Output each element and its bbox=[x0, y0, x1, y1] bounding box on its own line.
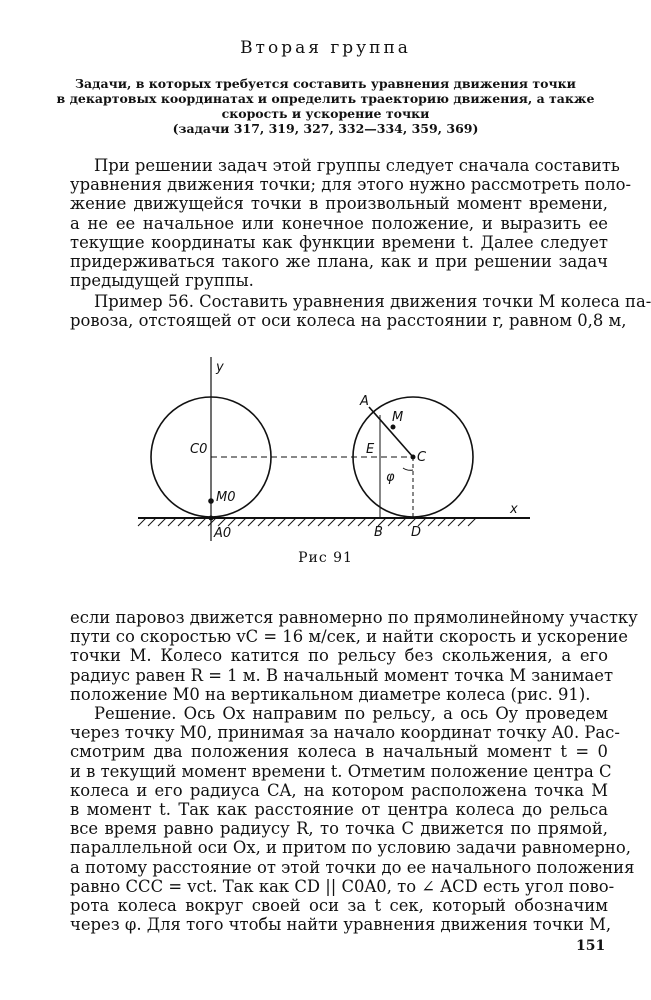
label-m0: M0 bbox=[216, 490, 236, 505]
solution-paragraph bbox=[70, 704, 635, 935]
label-a: A bbox=[360, 394, 369, 409]
task-line: в декартовых координатах и определить траекторию движения, а также bbox=[56, 91, 595, 106]
text-line: Пример 56. Составить уравнения движения точки M колеса па- bbox=[94, 292, 651, 311]
text-line: ровоза, отстоящей от оси колеса на расстоянии r, равном 0,8 м, bbox=[70, 311, 627, 331]
page-number: 151 bbox=[576, 938, 606, 954]
rail-hatching bbox=[138, 518, 476, 526]
text-line: текущие координаты как функции времени t. Далее следует bbox=[70, 232, 608, 252]
label-e: E bbox=[366, 442, 375, 457]
point-m0 bbox=[208, 498, 214, 504]
text-line: При решении задач этой группы следует сначала составить bbox=[94, 156, 620, 175]
task-line: Задачи, в которых требуется составить уравнения движения точки bbox=[75, 76, 576, 91]
task-numbers: (задачи 317, 319, 327, 332—334, 359, 369) bbox=[172, 121, 479, 136]
label-b: B bbox=[374, 525, 383, 540]
radius-ca bbox=[369, 407, 413, 457]
text-line: равно CCC = vct. Так как CD || C0A0, то ∠ ACD есть угол пово- bbox=[70, 876, 615, 896]
example-paragraph bbox=[70, 292, 651, 331]
text-line: параллельной оси Ox, и притом по условию задачи равномерно, bbox=[70, 838, 631, 858]
label-d: D bbox=[411, 525, 422, 540]
text-line: рота колеса вокруг своей оси за t сек, который обозначим bbox=[70, 896, 608, 916]
task-description bbox=[40, 76, 611, 136]
text-line: а потому расстояние от этой точки до ее начального положения bbox=[70, 857, 635, 877]
continuation-paragraph bbox=[70, 608, 638, 704]
text-line: в момент t. Так как расстояние от центра колеса до рельса bbox=[70, 800, 608, 820]
text-line: положение M0 на вертикальном диаметре колеса (рис. 91). bbox=[70, 684, 591, 704]
text-line: жение движущейся точки в произвольный момент времени, bbox=[70, 194, 608, 214]
center-c-point bbox=[411, 455, 416, 460]
text-line: если паровоз движется равномерно по прямолинейному участку bbox=[70, 608, 638, 627]
label-x: x bbox=[510, 502, 518, 517]
text-line: через φ. Для того чтобы найти уравнения движения точки M, bbox=[70, 915, 612, 935]
task-line: скорость и ускорение точки bbox=[221, 106, 430, 121]
text-line: придерживаться такого же плана, как и при решении задач bbox=[70, 252, 608, 272]
label-c0: C0 bbox=[190, 442, 208, 457]
text-line: радиус равен R = 1 м. В начальный момент точка M занимает bbox=[70, 665, 614, 685]
point-a0 bbox=[209, 516, 214, 521]
text-line: предыдущей группы. bbox=[70, 271, 254, 291]
text-line: смотрим два положения колеса в начальный момент t = 0 bbox=[70, 742, 608, 762]
text-line: Решение. Ось Ox направим по рельсу, а ось Oy проведем bbox=[94, 704, 608, 723]
label-a0: A0 bbox=[214, 526, 232, 541]
text-line: все время равно радиусу R, то точка C движется по прямой, bbox=[70, 819, 608, 839]
text-line: уравнения движения точки; для этого нужно рассмотреть поло- bbox=[70, 175, 632, 195]
text-line: через точку M0, принимая за начало координат точку A0. Рас- bbox=[70, 723, 620, 743]
label-m: M bbox=[392, 410, 404, 425]
text-line: и в текущий момент времени t. Отметим положение центра C bbox=[70, 761, 612, 781]
figure-caption: Рис 91 bbox=[298, 550, 353, 566]
text-line: а не ее начальное или конечное положение, и выразить ее bbox=[70, 213, 608, 233]
intro-paragraph bbox=[70, 156, 632, 291]
text-line: колеса и его радиуса CA, на котором расположена точка M bbox=[70, 780, 608, 800]
label-c: C bbox=[417, 450, 427, 465]
group-title: Вторая группа bbox=[240, 38, 411, 58]
text-line: точки M. Колесо катится по рельсу без скольжения, а его bbox=[70, 646, 608, 666]
point-m bbox=[391, 425, 396, 430]
phi-arc bbox=[403, 468, 413, 470]
figure-91 bbox=[130, 355, 530, 555]
text-line: пути со скоростью vC = 16 м/сек, и найти скорость и ускорение bbox=[70, 627, 628, 647]
label-phi: φ bbox=[386, 470, 395, 485]
label-y: y bbox=[216, 360, 224, 375]
